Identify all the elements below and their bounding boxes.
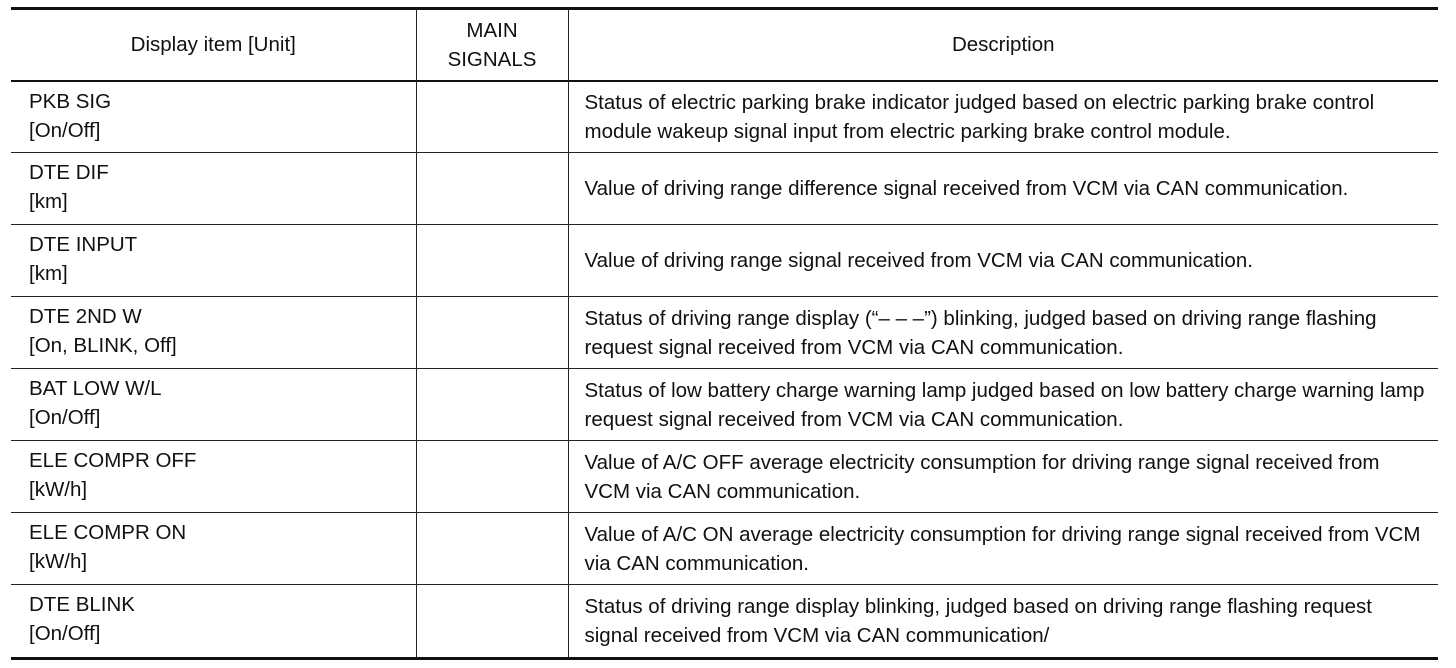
description-cell: Value of driving range difference signal received from VCM via CAN communication. xyxy=(568,153,1438,225)
item-unit: [On/Off] xyxy=(29,622,101,645)
description-cell: Value of A/C OFF average electricity consumption for driving range signal received from VCM via CAN communication. xyxy=(568,441,1438,513)
item-cell xyxy=(11,585,416,659)
header-main-signals-line2: SIGNALS xyxy=(447,47,537,71)
description-cell: Status of driving range display (“– – –”) blinking, judged based on driving range flashing request signal received from VCM via CAN communication. xyxy=(568,297,1438,369)
table-row xyxy=(11,81,1438,153)
table-row xyxy=(11,225,1438,297)
item-name: ELE COMPR ON xyxy=(29,521,187,544)
item-cell xyxy=(11,81,416,153)
description-cell: Status of electric parking brake indicator judged based on electric parking brake control module wakeup signal input from electric parking brake control module. xyxy=(568,81,1438,153)
item-name: ELE COMPR OFF xyxy=(29,449,197,472)
table-row xyxy=(11,585,1438,659)
table-row xyxy=(11,513,1438,585)
item-unit: [kW/h] xyxy=(29,550,88,573)
item-unit: [km] xyxy=(29,262,68,285)
item-name: PKB SIG xyxy=(29,89,112,113)
item-unit: [On/Off] xyxy=(29,406,101,429)
item-name: DTE DIF xyxy=(29,161,109,184)
header-display-item: Display item [Unit] xyxy=(11,9,416,81)
item-cell xyxy=(11,441,416,513)
item-name: BAT LOW W/L xyxy=(29,377,162,400)
main-signal-cell xyxy=(416,513,568,585)
item-cell xyxy=(11,225,416,297)
table-row xyxy=(11,441,1438,513)
main-signal-cell xyxy=(416,225,568,297)
item-cell xyxy=(11,369,416,441)
header-main-signals-line1: MAIN xyxy=(466,18,518,42)
item-name: DTE BLINK xyxy=(29,593,135,616)
item-cell xyxy=(11,297,416,369)
description-cell: Value of A/C ON average electricity consumption for driving range signal received from VCM via CAN communication. xyxy=(568,513,1438,585)
main-signal-cell xyxy=(416,441,568,513)
item-unit: [kW/h] xyxy=(29,478,88,501)
table-row xyxy=(11,153,1438,225)
description-cell: Status of driving range display blinking, judged based on driving range flashing request signal received from VCM via CAN communication/ xyxy=(568,585,1438,659)
item-name: DTE 2ND W xyxy=(29,305,142,328)
header-description: Description xyxy=(568,9,1438,81)
main-signal-cell xyxy=(416,585,568,659)
table-row xyxy=(11,369,1438,441)
header-row xyxy=(11,9,1438,81)
description-cell: Status of low battery charge warning lamp judged based on low battery charge warning lamp request signal received from VCM via CAN communication. xyxy=(568,369,1438,441)
item-unit: [On, BLINK, Off] xyxy=(29,334,177,357)
main-signal-cell xyxy=(416,153,568,225)
main-signal-cell xyxy=(416,297,568,369)
item-name: DTE INPUT xyxy=(29,233,138,256)
main-signal-cell xyxy=(416,369,568,441)
table-row xyxy=(11,297,1438,369)
description-cell: Value of driving range signal received from VCM via CAN communication. xyxy=(568,225,1438,297)
display-item-table xyxy=(11,7,1438,660)
main-signal-cell xyxy=(416,81,568,153)
item-cell xyxy=(11,513,416,585)
item-cell xyxy=(11,153,416,225)
item-unit: [km] xyxy=(29,190,68,213)
header-main-signals xyxy=(416,9,568,81)
item-unit: [On/Off] xyxy=(29,118,101,142)
table-header xyxy=(11,9,1438,81)
table-body xyxy=(11,81,1438,659)
